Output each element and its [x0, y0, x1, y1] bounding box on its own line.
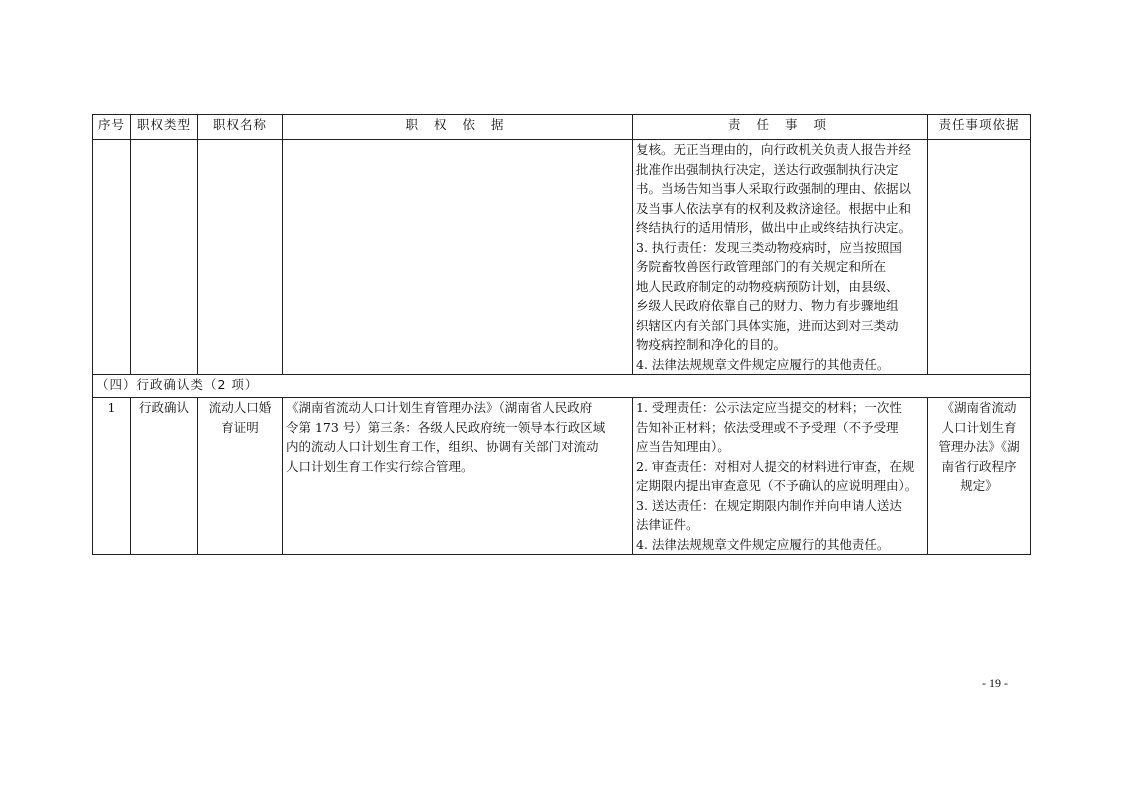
duty-line: 复核。无正当理由的，向行政机关负责人报告并经	[636, 142, 912, 157]
row-power-basis	[283, 398, 633, 555]
duty-line: 告知补正材料；依法受理或不予受理（不予受理	[636, 419, 899, 435]
duty-line: 2. 审查责任：对相对人提交的材料进行审查，在规	[636, 458, 915, 474]
header-duty-basis: 责任事项依据	[928, 115, 1031, 140]
header-power-name: 职权名称	[198, 115, 283, 140]
continued-row	[93, 140, 1031, 375]
duty-line: 4. 法律法规规章文件规定应履行的其他责任。	[636, 356, 890, 372]
table-row	[93, 398, 1031, 555]
duty-line: 4. 法律法规规章文件规定应履行的其他责任。	[636, 536, 890, 552]
duty-basis-line: 《湖南省流动	[941, 400, 1017, 415]
row-power-type: 行政确认	[131, 398, 198, 555]
basis-line: 人口计划生育工作实行综合管理。	[286, 458, 474, 474]
continued-duty-basis-cell	[928, 140, 1031, 375]
duty-line: 书。当场告知当事人采取行政强制的理由、依据以	[636, 181, 912, 196]
row-duty-items	[633, 398, 928, 555]
duty-line: 务院畜牧兽医行政管理部门的有关规定和所在	[636, 259, 887, 274]
header-row	[93, 115, 1031, 140]
duty-line: 1. 受理责任：公示法定应当提交的材料；一次性	[636, 400, 902, 415]
duty-basis-line: 规定》	[960, 478, 998, 493]
duty-line: 3. 执行责任：发现三类动物疫病时，应当按照国	[636, 239, 902, 255]
header-power-basis: 职 权 依 据	[283, 115, 633, 140]
duty-basis-line: 人口计划生育	[941, 419, 1017, 435]
duty-basis-line: 管理办法》《湖	[938, 439, 1020, 454]
duty-line: 终结执行的适用情形，做出中止或终结执行决定。	[636, 220, 912, 235]
duty-line: 乡级人民政府依靠自己的财力、物力有步骤地组	[636, 298, 899, 313]
page-number: - 19 -	[982, 676, 1008, 690]
section-title: （四）行政确认类（2 项）	[93, 375, 1031, 398]
section-row	[93, 375, 1031, 398]
header-seq: 序号	[93, 115, 131, 140]
basis-line: 令第 173 号）第三条：各级人民政府统一领导本行政区域	[286, 419, 606, 435]
power-name-line: 育证明	[221, 419, 259, 435]
basis-line: 内的流动人口计划生育工作，组织、协调有关部门对流动	[286, 439, 599, 454]
continued-type-cell	[131, 140, 198, 375]
duty-line: 定期限内提出审查意见（不予确认的应说明理由）。	[636, 478, 918, 493]
continued-seq-cell	[93, 140, 131, 375]
power-name-line: 流动人口婚	[208, 400, 272, 415]
duty-line: 3. 送达责任：在规定期限内制作并向申请人送达	[636, 497, 902, 513]
duty-line: 物疫病控制和净化的目的。	[636, 337, 787, 352]
duty-line: 批准作出强制执行决定，送达行政强制执行决定	[636, 161, 899, 177]
duty-line: 织辖区内有关部门具体实施，进而达到对三类动	[636, 317, 899, 333]
duty-basis-line: 南省行政程序	[941, 458, 1017, 474]
duty-line: 应当告知理由）。	[636, 439, 730, 454]
continued-basis-cell	[283, 140, 633, 375]
row-duty-basis	[928, 398, 1031, 555]
basis-line: 《湖南省流动人口计划生育管理办法》（湖南省人民政府	[286, 400, 593, 415]
row-power-name	[198, 398, 283, 555]
duty-line: 及当事人依法享有的权利及救济途径。根据中止和	[636, 200, 912, 216]
duty-line: 法律证件。	[636, 517, 699, 532]
continued-name-cell	[198, 140, 283, 375]
row-seq: 1	[93, 398, 131, 555]
duty-line: 地人民政府制定的动物疫病预防计划，由县级、	[636, 278, 899, 294]
header-power-type: 职权类型	[131, 115, 198, 140]
duty-table	[92, 114, 1031, 555]
header-duty-items: 责 任 事 项	[633, 115, 928, 140]
continued-duty-cell	[633, 140, 928, 375]
